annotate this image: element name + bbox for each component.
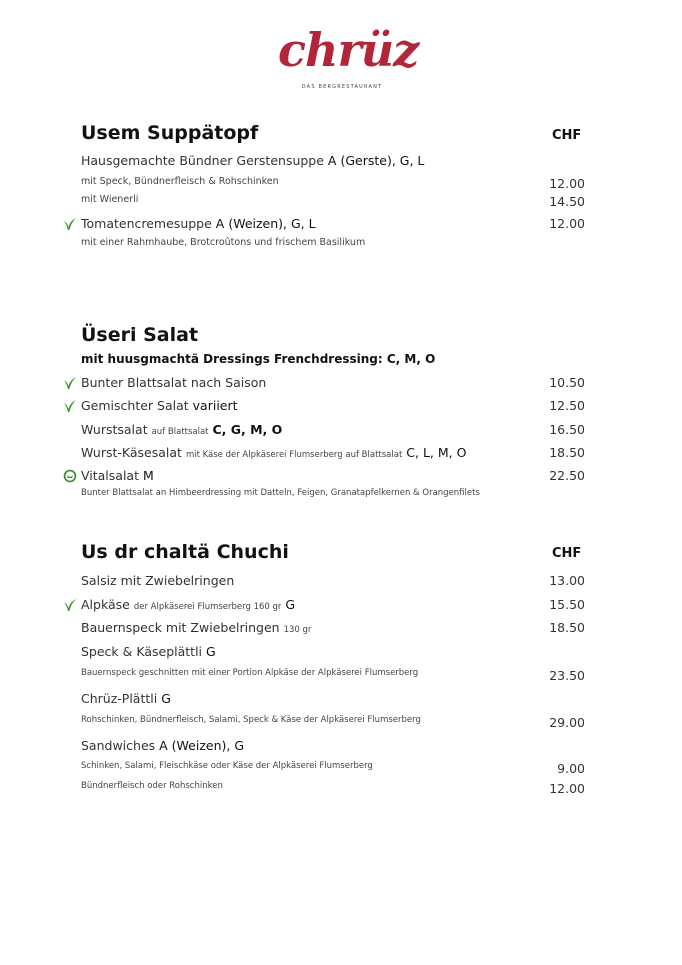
item-name: Sandwiches: [81, 738, 156, 753]
menu-item: [0, 573, 682, 591]
section-subtitle: mit huusgmachtä Dressings Frenchdressing: C, M, O: [81, 352, 436, 366]
menu-item: [0, 468, 682, 486]
menu-item: [0, 176, 682, 194]
allergens: A (Gerste), G, L: [327, 153, 425, 168]
item-name: mit Speck, Bündnerfleisch & Rohschinken: [81, 176, 279, 187]
item-price: 29.00: [549, 715, 585, 730]
menu-item: [0, 597, 682, 615]
vegetarian-leaf-icon: [63, 376, 77, 390]
item-name: Bauernspeck mit Zwiebelringen: [81, 620, 280, 635]
menu-item: [0, 644, 682, 662]
vegetarian-leaf-icon: [63, 399, 77, 413]
item-name: Speck & Käseplättli: [81, 644, 203, 659]
section-title-cold-kitchen: Us dr chaltä Chuchi: [81, 541, 289, 563]
item-name: Vitalsalat: [81, 468, 139, 483]
item-name: Bunter Blattsalat an Himbeerdressing mit Datteln, Feigen, Granatapfelkernen & Orangenfilets: [81, 488, 480, 498]
item-price: 23.50: [549, 668, 585, 683]
section-title-salads: Üseri Salat: [81, 324, 199, 346]
allergens: G: [285, 597, 296, 612]
allergens: M: [142, 468, 154, 483]
item-price: 14.50: [549, 194, 585, 209]
vegetarian-leaf-icon: [63, 217, 77, 231]
menu-item: [0, 216, 682, 234]
item-price: 18.50: [549, 620, 585, 635]
logo-tagline: DAS BERGRESTAURANT: [301, 84, 383, 90]
section-title-soups: Usem Suppätopf: [81, 122, 259, 144]
item-name: Hausgemachte Bündner Gerstensuppe: [81, 153, 324, 168]
item-price: 18.50: [549, 445, 585, 460]
menu-item: [0, 422, 682, 440]
item-price: 13.00: [549, 573, 585, 588]
item-name: Wurstsalat: [81, 422, 148, 437]
menu-item: [0, 620, 682, 638]
menu-item: [0, 398, 682, 416]
item-name: Salsiz mit Zwiebelringen: [81, 573, 235, 588]
item-name: mit einer Rahmhaube, Brotcroûtons und frischem Basilikum: [81, 237, 366, 248]
item-name: Alpkäse: [81, 597, 130, 612]
item-name: Bauernspeck geschnitten mit einer Portion Alpkäse der Alpkäserei Flumserberg: [81, 668, 419, 678]
item-price: 12.50: [549, 398, 585, 413]
menu-item: [0, 668, 682, 686]
vital-badge-icon: [63, 469, 77, 483]
allergens: A (Weizen), G, L: [215, 216, 316, 231]
item-extra: variiert: [192, 398, 238, 413]
item-price: 12.00: [549, 216, 585, 231]
allergens: A (Weizen), G: [159, 738, 245, 753]
allergens: C, L, M, O: [406, 445, 467, 460]
item-name: mit Wienerli: [81, 194, 139, 205]
menu-item: [0, 153, 682, 171]
logo-wordmark: chrüz: [278, 23, 419, 77]
vegetarian-leaf-icon: [63, 598, 77, 612]
item-name: Bündnerfleisch oder Rohschinken: [81, 781, 223, 791]
item-name: Rohschinken, Bündnerfleisch, Salami, Speck & Käse der Alpkäserei Flumserberg: [81, 715, 421, 725]
menu-item: [0, 761, 682, 779]
menu-item: [0, 691, 682, 709]
item-extra: der Alpkäserei Flumserberg 160 gr: [133, 602, 282, 612]
item-extra: mit Käse der Alpkäserei Flumserberg auf Blattsalat: [185, 450, 403, 460]
menu-item: [0, 715, 682, 733]
menu-item: [0, 488, 682, 506]
currency-header: CHF: [552, 128, 582, 143]
item-name: Bunter Blattsalat nach Saison: [81, 375, 267, 390]
item-price: 12.00: [549, 781, 585, 796]
item-name: Wurst-Käsesalat: [81, 445, 182, 460]
item-price: 10.50: [549, 375, 585, 390]
menu-item: [0, 445, 682, 463]
item-price: 16.50: [549, 422, 585, 437]
restaurant-logo: [278, 23, 419, 96]
item-price: 15.50: [549, 597, 585, 612]
allergens: C, G, M, O: [212, 422, 283, 437]
menu-item: [0, 237, 682, 255]
currency-header: CHF: [552, 546, 582, 561]
item-extra: 130 gr: [283, 625, 312, 635]
menu-item: [0, 781, 682, 799]
item-name: Tomatencremesuppe: [81, 216, 212, 231]
item-price: 9.00: [557, 761, 585, 776]
item-name: Schinken, Salami, Fleischkäse oder Käse der Alpkäserei Flumserberg: [81, 761, 373, 771]
item-price: 12.00: [549, 176, 585, 191]
item-name: Gemischter Salat: [81, 398, 189, 413]
menu-item: [0, 194, 682, 212]
menu-item: [0, 738, 682, 756]
item-extra: auf Blattsalat: [151, 427, 209, 437]
item-name: Chrüz-Plättli: [81, 691, 158, 706]
item-price: 22.50: [549, 468, 585, 483]
allergens: G: [161, 691, 171, 706]
allergens: G: [206, 644, 216, 659]
menu-item: [0, 375, 682, 393]
